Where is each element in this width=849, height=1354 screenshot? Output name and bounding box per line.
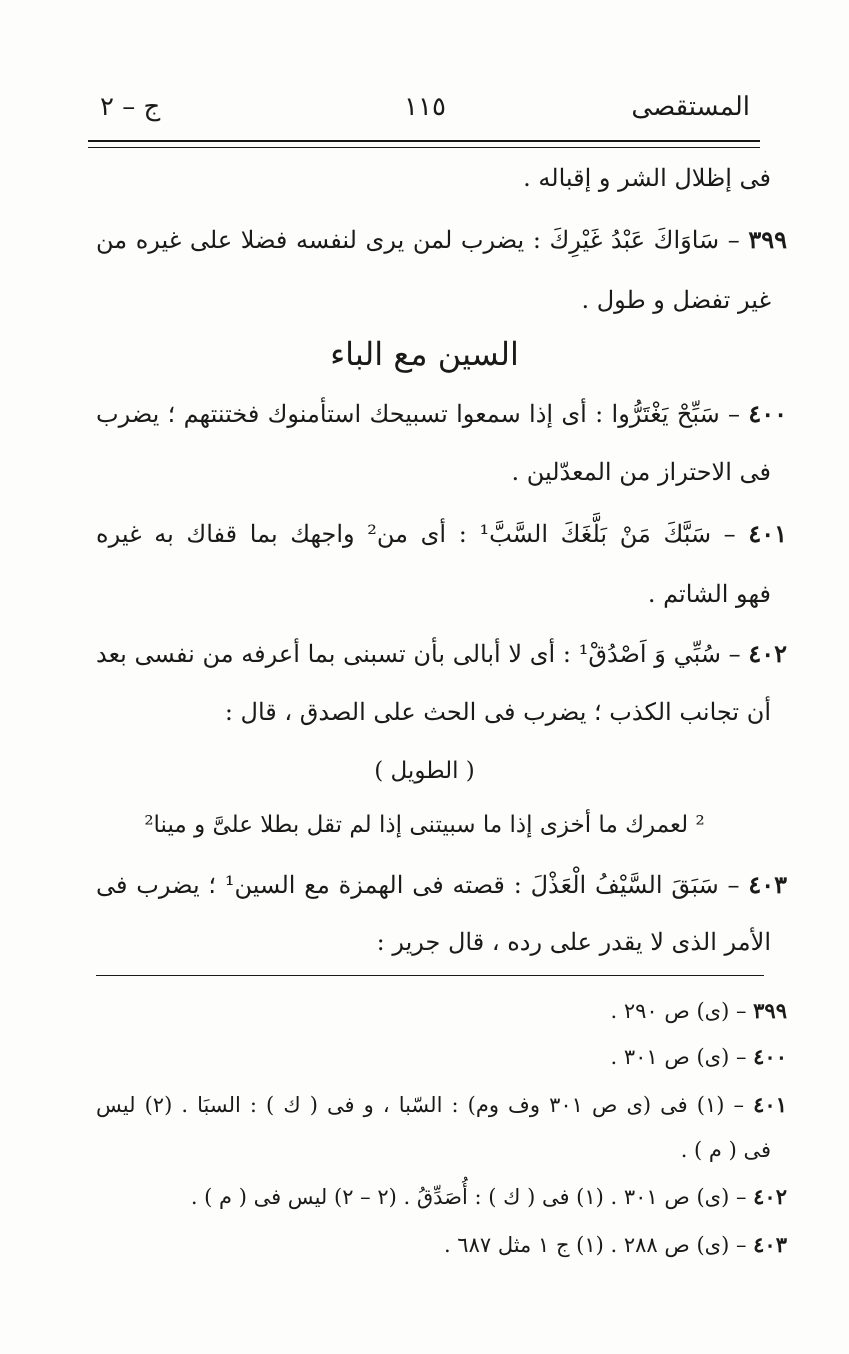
entry-text: – سُبِّي وَ اَصْدُقْ¹ : أى لا أبالى بأن تسبنى بما أعرفه من نفسى بعد <box>96 640 741 668</box>
entry-400 <box>96 399 787 428</box>
entry-403-continuation: الأمر الذى لا يقدر على رده ، قال جرير : <box>376 928 771 956</box>
entry-402 <box>96 639 787 668</box>
text-line: فى إظلال الشر و إقباله . <box>523 164 771 192</box>
entry-number: ٤٠١ <box>748 519 787 548</box>
entry-400-continuation: فى الاحتراز من المعدّلين . <box>511 458 771 486</box>
footnote-text: – (ى) ص ٢٨٨ . (١) ج ١ مثل ٦٨٧ . <box>443 1233 747 1257</box>
entry-text: – سَبَقَ السَّيْفُ الْعَذْلَ : قصته فى الهمزة مع السين¹ ؛ يضرب فى <box>96 871 740 899</box>
entry-number: ٤٠٢ <box>748 639 787 668</box>
meter-label: ( الطويل ) <box>374 758 475 784</box>
entry-text: – سَبِّحْ يَغْتَرُّوا : أى إذا سمعوا تسبيحك استأمنوك فختنتهم ؛ يضرب <box>96 400 741 428</box>
footnote-number: ٤٠١ <box>753 1092 787 1117</box>
footnote-text: – (١) فى (ى ص ٣٠١ وف وم) : السّبا ، و فى ( ك ) : السبَا . (٢) ليس <box>96 1093 745 1117</box>
section-heading: السين مع الباء <box>330 335 519 373</box>
footnote-number: ٤٠٣ <box>753 1232 787 1257</box>
page-number: ١١٥ <box>404 92 446 122</box>
entry-403 <box>96 870 788 899</box>
entry-402-continuation: أن تجانب الكذب ؛ يضرب فى الحث على الصدق ، قال : <box>224 698 771 726</box>
footnote-number: ٤٠٠ <box>753 1044 787 1069</box>
footnote-401 <box>96 1094 787 1116</box>
running-head <box>100 92 750 132</box>
entry-number: ٣٩٩ <box>748 225 787 254</box>
footnote-number: ٤٠٢ <box>753 1184 787 1209</box>
footnote-text: – (ى) ص ٣٠١ . <box>610 1045 747 1069</box>
volume-label: ج – ٢ <box>100 92 161 122</box>
footnote-number: ٣٩٩ <box>753 998 787 1023</box>
footnote-text: – (ى) ص ٣٠١ . (١) فى ( ك ) : أُصَدِّقُ . (٢ – ٢) ليس فى ( م ) . <box>190 1185 747 1209</box>
footnote-rule <box>96 975 764 976</box>
footnote-399 <box>611 1000 787 1022</box>
header-rule-thick <box>88 140 760 142</box>
entry-399-continuation: غير تفضل و طول . <box>581 286 771 314</box>
entry-399 <box>96 225 787 254</box>
entry-number: ٤٠٣ <box>748 870 788 899</box>
footnote-401-continuation: فى ( م ) . <box>680 1138 771 1162</box>
footnote-text: – (ى) ص ٢٩٠ . <box>610 999 747 1023</box>
footnote-403 <box>444 1234 787 1256</box>
book-title: المستقصى <box>631 92 750 122</box>
verse-line: ² لعمرك ما أخزى إذا ما سبيتنى إذا لم تقل بطلا علىَّ و مينا² <box>144 812 705 838</box>
header-rule-thin <box>88 147 760 148</box>
entry-text: – سَبَّكَ مَنْ بَلَّغَكَ السَّبَّ¹ : أى من² واجهك بما قفاك به غيره <box>96 520 736 548</box>
entry-text: – سَاوَاكَ عَبْدُ غَيْرِكَ : يضرب لمن يرى لنفسه فضلا على غيره من <box>96 226 740 254</box>
footnote-400 <box>611 1046 787 1068</box>
footnote-402 <box>191 1186 787 1208</box>
entry-401 <box>96 519 787 548</box>
entry-number: ٤٠٠ <box>748 399 787 428</box>
entry-401-continuation: فهو الشاتم . <box>647 580 771 608</box>
